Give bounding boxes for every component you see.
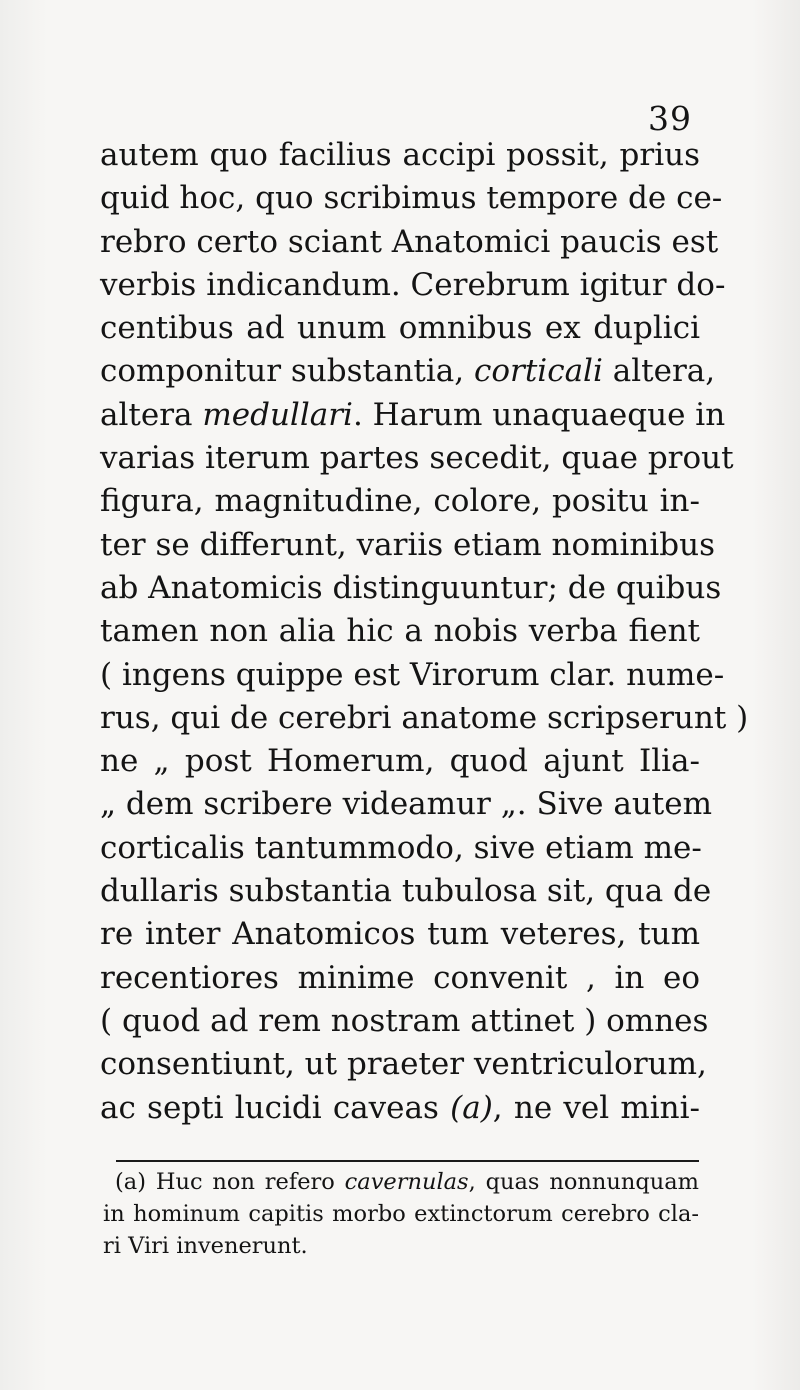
text-line: tamen non alia hic a nobis verba fient: [100, 613, 700, 650]
text-line: rebro certo sciant Anatomici paucis est: [100, 223, 719, 260]
italic-term: medullari: [202, 396, 353, 433]
text-line: verbis indicandum. Cerebrum igitur do-: [100, 266, 726, 303]
text-line: ( quod ad rem nostram attinet ) omnes: [100, 1002, 709, 1039]
body-text: [100, 134, 749, 1130]
text-line: corticalis tantummodo, sive etiam me-: [100, 829, 702, 866]
text-line: ter se differunt, variis etiam nominibus: [100, 526, 716, 563]
text-line: „ dem scribere videamur „. Sive autem: [100, 786, 712, 823]
text-line: quid hoc, quo scribimus tempore de ce-: [100, 180, 723, 217]
footnote-line: [103, 1166, 699, 1198]
text-run: componitur substantia,: [100, 353, 474, 390]
text-line: [100, 1087, 700, 1130]
italic-term: corticali: [474, 353, 603, 390]
text-run: altera: [100, 396, 203, 433]
text-line: consentiunt, ut praeter ventriculorum,: [100, 1046, 707, 1083]
text-line: ab Anatomicis distinguuntur; de quibus: [100, 569, 722, 606]
text-run: . Harum unaquaeque in: [352, 396, 726, 433]
text-line: autem quo facilius accipi possit, prius: [100, 137, 700, 173]
text-run: , ne vel mini-: [492, 1089, 700, 1126]
text-run: , quas nonnunquam: [468, 1169, 699, 1195]
text-line: centibus ad unum omnibus ex duplici: [100, 310, 700, 347]
italic-term: cavernulas: [344, 1169, 469, 1195]
footnote-reference: (a): [450, 1089, 493, 1126]
text-line: figura, magnitudine, colore, positu in-: [100, 483, 700, 520]
text-line: [100, 350, 716, 393]
text-line: rus, qui de cerebri anatome scripserunt ): [100, 699, 749, 736]
text-run: ac septi lucidi caveas: [100, 1089, 451, 1126]
text-line: varias iterum partes secedit, quae prout: [100, 440, 734, 477]
footnote-divider: [116, 1160, 699, 1162]
page-number: 39: [648, 99, 692, 138]
text-run: altera,: [602, 353, 716, 390]
text-line: dullaris substantia tubulosa sit, qua de: [100, 873, 712, 910]
text-line: re inter Anatomicos tum veteres, tum: [100, 916, 700, 953]
footnote-line: in hominum capitis morbo extinctorum cerebro cla-: [103, 1201, 699, 1227]
footnote-line: ri Viri invenerunt.: [103, 1233, 308, 1259]
text-run: (a) Huc non refero: [115, 1169, 345, 1195]
footnote-block: [103, 1166, 699, 1262]
text-line: [100, 394, 726, 437]
text-line: ( ingens quippe est Virorum clar. nume-: [100, 656, 725, 693]
text-line: ne „ post Homerum, quod ajunt Ilia-: [100, 743, 700, 780]
text-line: recentiores minime convenit , in eo: [100, 959, 700, 996]
